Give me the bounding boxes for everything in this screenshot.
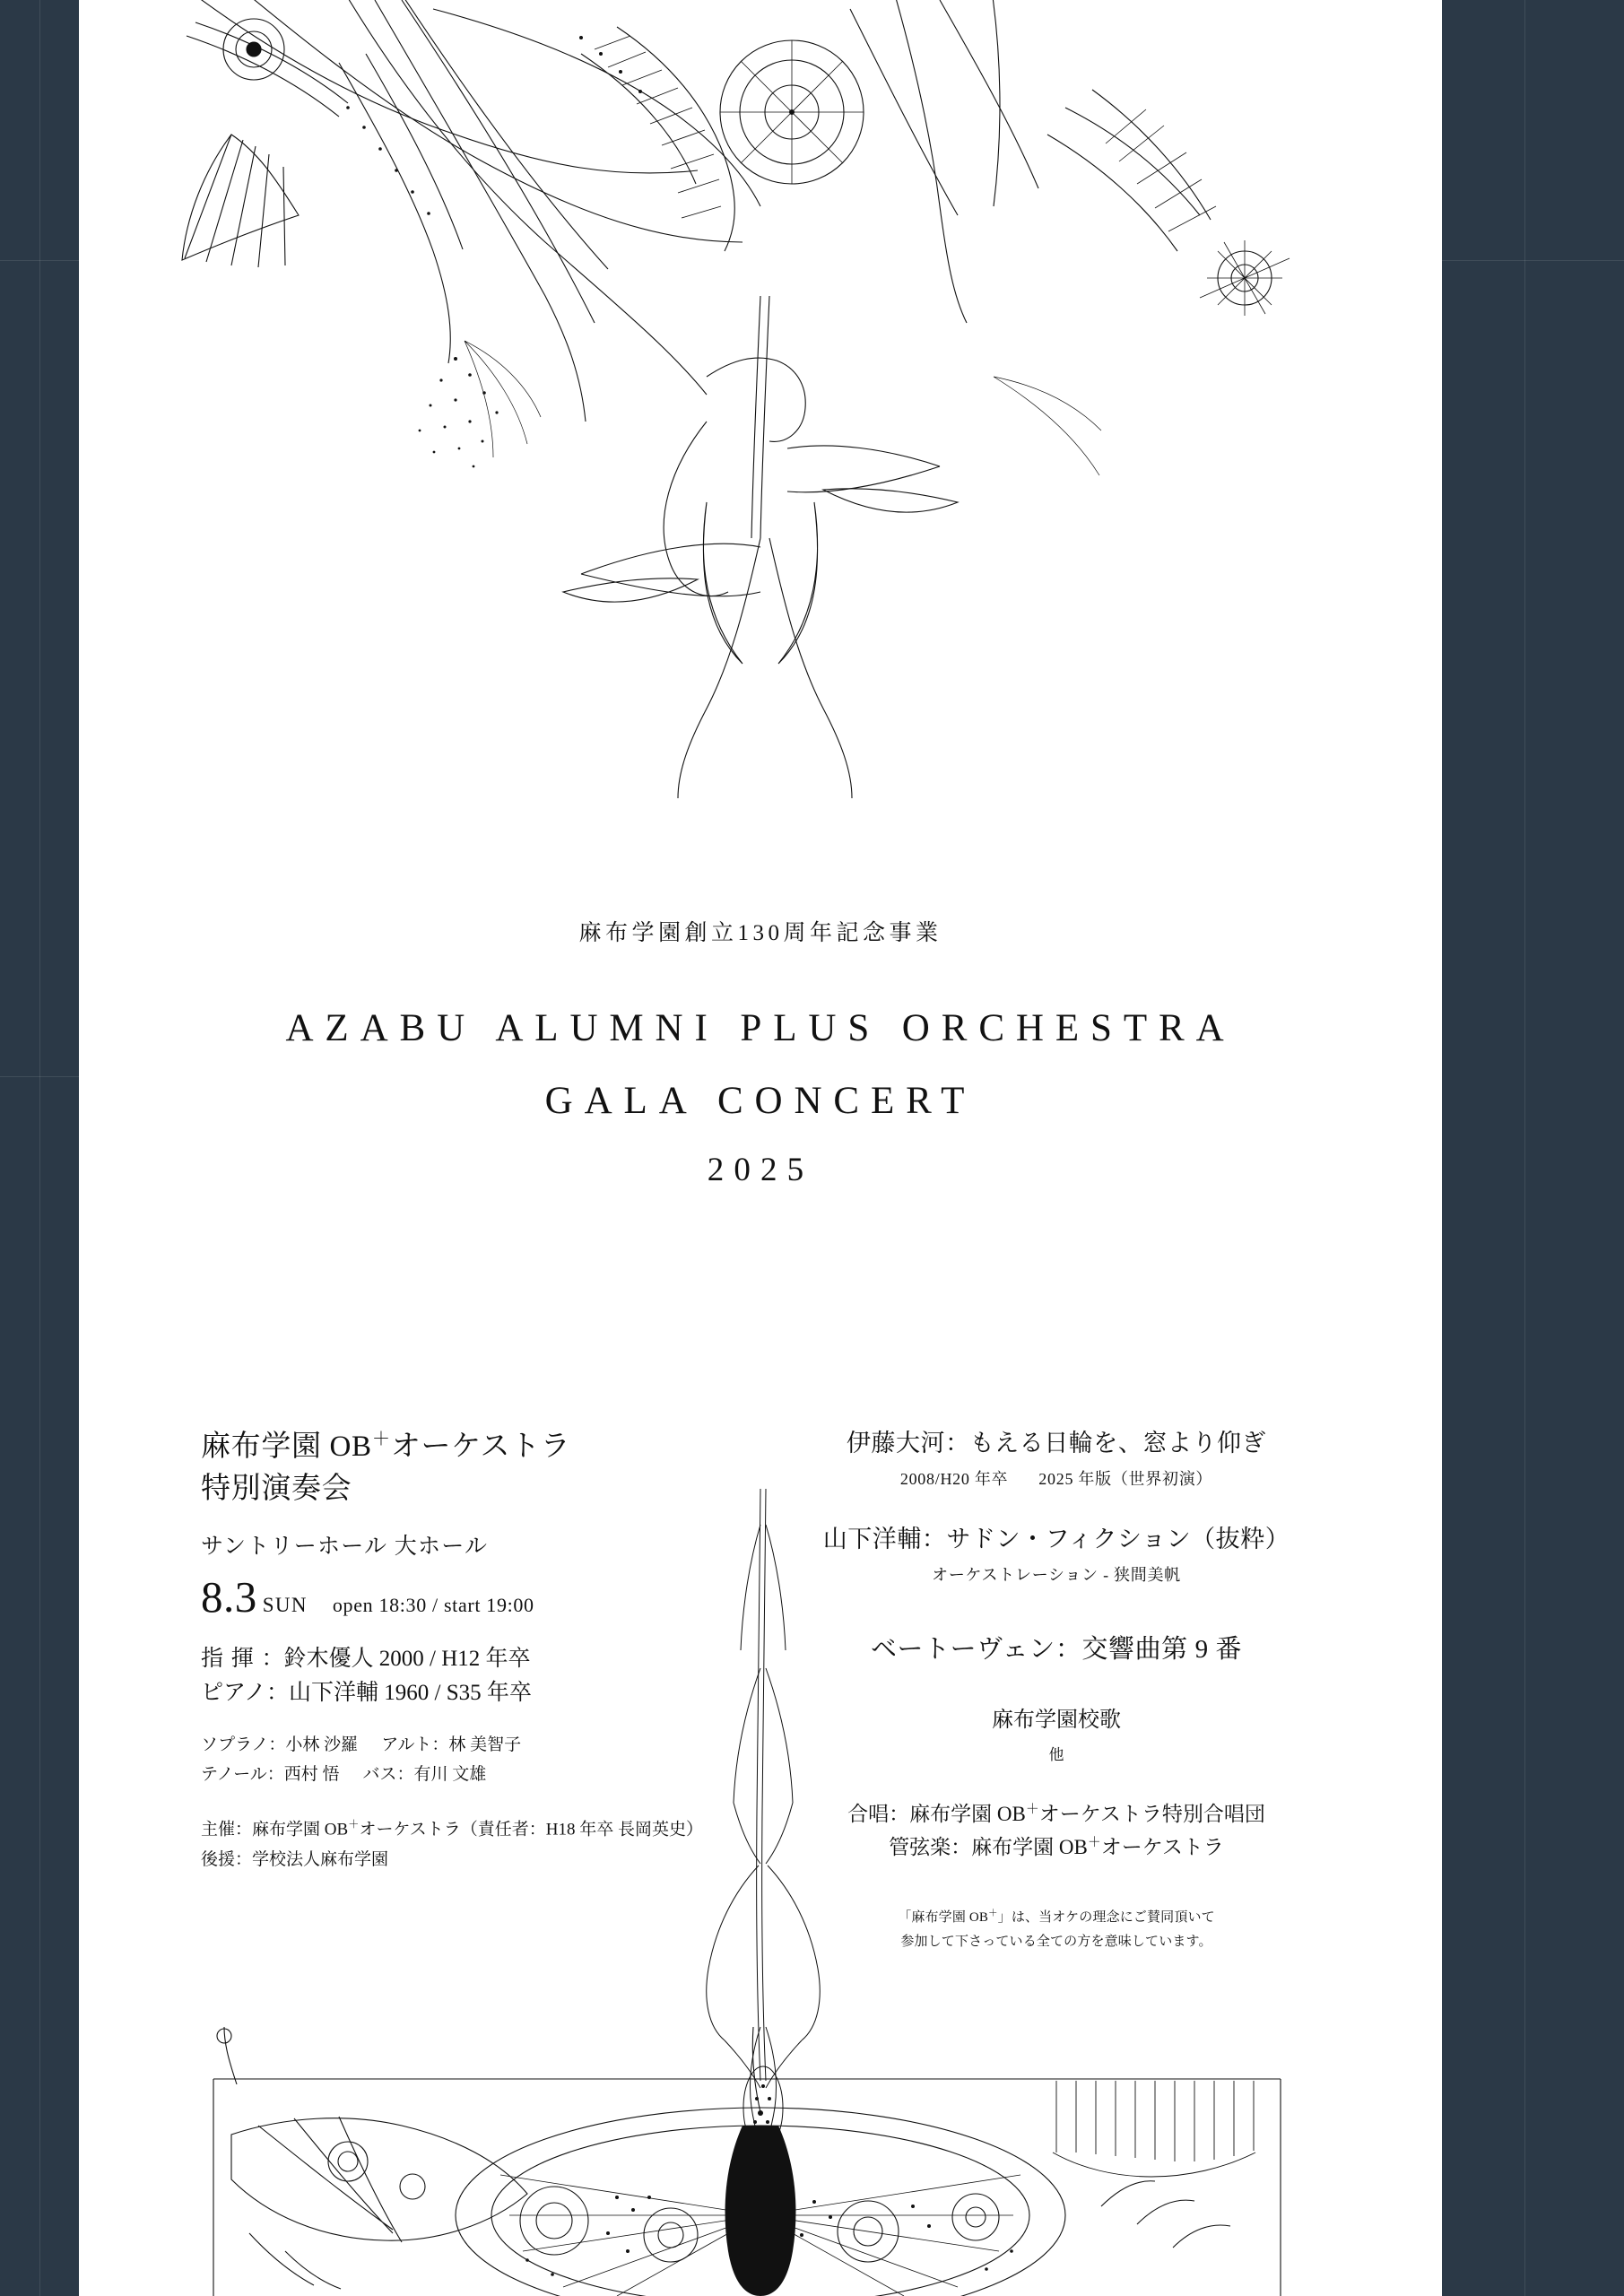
soloists-row-2 — [201, 1761, 730, 1789]
backdrop-line-horizontal-3 — [1442, 260, 1624, 261]
orchestra-credit — [778, 1831, 1334, 1865]
chorus-post: オーケストラ特別合唱団 — [1038, 1803, 1265, 1826]
footnote-line-1 — [778, 1906, 1334, 1930]
piano-credit — [201, 1676, 730, 1711]
orchestra-post: オーケストラ — [1100, 1836, 1224, 1859]
piano-label: ピアノ — [201, 1681, 267, 1706]
chorus-credit — [778, 1798, 1334, 1831]
anniversary-line: 麻布学園創立130周年記念事業 — [578, 921, 942, 945]
program-item-3-title: ベートーヴェン：交響曲第 9 番 — [870, 1635, 1243, 1665]
ensemble-name-pre: 麻布学園 OB — [201, 1431, 372, 1463]
footnote — [778, 1906, 1334, 1954]
program-etc-label: 他 — [1048, 1746, 1064, 1764]
soloists-row-1 — [201, 1731, 730, 1760]
page-title-year: 2025 — [707, 1152, 814, 1189]
conductor-name: ：鈴木優人 2000 / H12 年卒 — [261, 1646, 531, 1671]
title-block — [79, 915, 1442, 1189]
program-item-4-title: 麻布学園校歌 — [992, 1709, 1121, 1733]
concert-details-column — [201, 1426, 730, 1876]
ensemble-name-post: オーケストラ — [390, 1431, 571, 1463]
organizer-post: オーケストラ（責任者：H18 年卒 長岡英史） — [359, 1820, 703, 1839]
backdrop-line-vertical-1 — [39, 0, 40, 2296]
performer-credits — [201, 1642, 730, 1712]
orchestra-plus: ＋ — [1087, 1835, 1101, 1850]
chorus-plus: ＋ — [1025, 1802, 1039, 1817]
bass-credit: バス：有川 文雄 — [362, 1764, 487, 1784]
venue: サントリーホール 大ホール — [201, 1534, 489, 1559]
program-column — [778, 1426, 1334, 1954]
performing-groups — [778, 1798, 1334, 1865]
orchestra-pre: 管弦楽：麻布学園 OB — [889, 1836, 1088, 1859]
ensemble-name-line2: 特別演奏会 — [201, 1472, 352, 1505]
ensemble-name — [201, 1426, 730, 1510]
program-item-1-title: 伊藤大河：もえる日輪を、窓より仰ぎ — [846, 1430, 1267, 1457]
page-title-line-2: GALA CONCERT — [544, 1079, 977, 1122]
program-item-1-sub-left: 2008/H20 年卒 — [899, 1470, 1009, 1489]
botanical-illustration-bottom — [79, 2027, 1442, 2296]
footnote-pre: 「麻布学園 OB — [898, 1909, 989, 1925]
botanical-illustration-top — [79, 0, 1442, 879]
date-row — [201, 1571, 730, 1622]
info-section — [79, 1426, 1442, 2009]
support-line: 後援：学校法人麻布学園 — [201, 1850, 389, 1870]
door-and-start-times: open 18:30 / start 19:00 — [332, 1593, 534, 1616]
footnote-plus: ＋ — [988, 1908, 998, 1918]
program-item-2-subtitle: オーケストレーション - 狭間美帆 — [932, 1566, 1181, 1585]
organizer-line — [201, 1814, 730, 1846]
date-number: 8.3 — [201, 1571, 257, 1622]
program-item-2-title: 山下洋輔：サドン・フィクション（抜粋） — [822, 1526, 1290, 1553]
poster-canvas — [79, 0, 1442, 2296]
program-item-1-sub-right: 2025 年版（世界初演） — [1038, 1470, 1213, 1489]
footnote-post: 」は、当オケの理念にご賛同頂いて — [997, 1909, 1215, 1925]
ensemble-name-plus: ＋ — [371, 1430, 391, 1449]
piano-name: ：山下洋輔 1960 / S35 年卒 — [266, 1681, 532, 1706]
organizer-pre: 主催：麻布学園 OB — [201, 1820, 349, 1839]
organizer-plus: ＋ — [348, 1817, 360, 1831]
alto-credit: アルト：林 美智子 — [381, 1735, 522, 1755]
conductor-label: 指揮 — [201, 1646, 262, 1671]
backdrop-line-vertical-2 — [1524, 0, 1525, 2296]
tenor-credit: テノール：西村 悟 — [201, 1764, 340, 1784]
organizer-block — [201, 1814, 730, 1876]
conductor-credit — [201, 1642, 730, 1677]
soloists-list — [201, 1731, 730, 1789]
date-day-of-week: SUN — [262, 1593, 308, 1616]
page-title-line-1: AZABU ALUMNI PLUS ORCHESTRA — [285, 1007, 1236, 1049]
footnote-line-2: 参加して下さっている全ての方を意味しています。 — [900, 1934, 1212, 1949]
chorus-pre: 合唱：麻布学園 OB — [847, 1803, 1026, 1826]
soprano-credit: ソプラノ：小林 沙羅 — [201, 1735, 359, 1755]
program-item-1-subtitle — [778, 1466, 1334, 1490]
